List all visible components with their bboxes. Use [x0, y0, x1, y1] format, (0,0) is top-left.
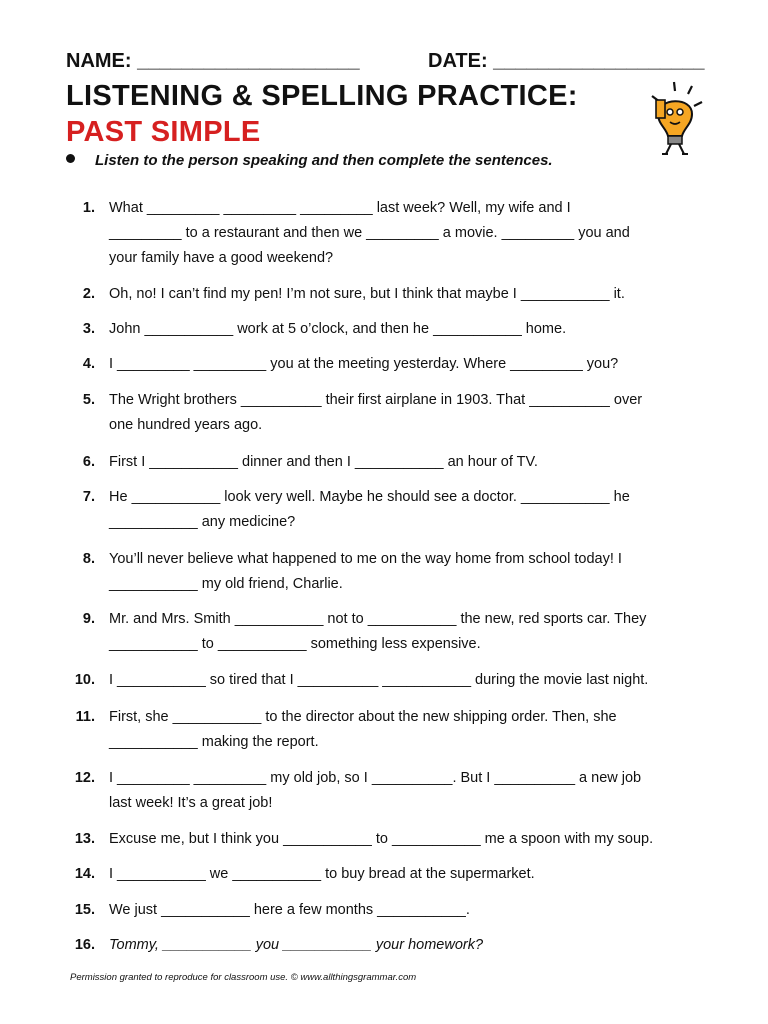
- sentence-line: ___________ making the report.: [109, 734, 319, 750]
- sentence-line: The Wright brothers __________ their first airplane in 1903. That __________ over: [109, 392, 643, 408]
- item-sentence: [109, 450, 706, 475]
- item-number: 10.: [74, 672, 95, 688]
- item-sentence: [109, 862, 706, 887]
- item-number: 13.: [74, 831, 95, 847]
- sentence-line: one hundred years ago.: [109, 417, 263, 433]
- item-sentence: [109, 766, 706, 816]
- item-number: 3.: [82, 321, 95, 337]
- item-number: 5.: [82, 392, 95, 408]
- page-subtitle: PAST SIMPLE: [66, 116, 261, 148]
- sentence-line: I _________ _________ you at the meeting yesterday. Where _________ you?: [109, 356, 619, 372]
- sentence-line: First I ___________ dinner and then I ___________ an hour of TV.: [109, 454, 538, 470]
- item-sentence: [109, 668, 706, 693]
- sentence-line: last week! It’s a great job!: [109, 795, 273, 811]
- sentence-line: Oh, no! I can’t find my pen! I’m not sure, but I think that maybe I ___________ it.: [109, 286, 625, 302]
- item-number: 2.: [82, 286, 95, 302]
- item-number: 15.: [74, 902, 95, 918]
- sentence-line: Tommy, ___________ you ___________ your homework?: [109, 937, 484, 953]
- date-field: DATE: ___________________: [428, 50, 705, 72]
- item-number: 16.: [74, 937, 95, 953]
- sentence-line: Mr. and Mrs. Smith ___________ not to ___________ the new, red sports car. They: [109, 611, 647, 627]
- item-number: 7.: [82, 489, 95, 505]
- sentence-line: We just ___________ here a few months ___________.: [109, 902, 470, 918]
- item-sentence: [109, 388, 706, 438]
- footer-credit: Permission granted to reproduce for classroom use. © www.allthingsgrammar.com: [70, 972, 417, 983]
- sentence-line: ___________ my old friend, Charlie.: [109, 576, 343, 592]
- item-sentence: [109, 282, 706, 307]
- item-number: 1.: [82, 200, 95, 216]
- item-sentence: [109, 607, 706, 657]
- item-number: 11.: [75, 709, 95, 725]
- sentence-line: What _________ _________ _________ last week? Well, my wife and I: [109, 200, 571, 216]
- sentence-line: ___________ to ___________ something less expensive.: [109, 636, 481, 652]
- item-sentence: [109, 898, 706, 923]
- item-sentence: [109, 933, 706, 958]
- sentence-line: You’ll never believe what happened to me on the way home from school today! I: [109, 551, 622, 567]
- bullet-icon: [66, 154, 75, 163]
- name-field: NAME: ____________________: [66, 50, 360, 72]
- item-sentence: [109, 827, 706, 852]
- item-number: 4.: [82, 356, 95, 372]
- item-number: 8.: [82, 551, 95, 567]
- item-number: 12.: [74, 770, 95, 786]
- item-number: 6.: [82, 454, 95, 470]
- item-sentence: [109, 705, 706, 755]
- item-number: 14.: [74, 866, 95, 882]
- item-sentence: [109, 317, 706, 342]
- instruction: [66, 152, 553, 169]
- item-number: 9.: [82, 611, 95, 627]
- sentence-line: He ___________ look very well. Maybe he should see a doctor. ___________ he: [109, 489, 630, 505]
- sentence-line: your family have a good weekend?: [109, 250, 334, 266]
- sentence-line: I ___________ so tired that I __________ ___________ during the movie last night.: [109, 672, 649, 688]
- sentence-line: ___________ any medicine?: [109, 514, 296, 530]
- item-sentence: [109, 547, 706, 597]
- page-title: LISTENING & SPELLING PRACTICE:: [66, 80, 578, 112]
- sentence-line: John ___________ work at 5 o’clock, and then he ___________ home.: [109, 321, 567, 337]
- item-sentence: [109, 352, 706, 377]
- sentence-line: First, she ___________ to the director about the new shipping order. Then, she: [109, 709, 617, 725]
- lightbulb-character-icon: [644, 80, 706, 156]
- item-sentence: [109, 196, 706, 271]
- item-sentence: [109, 485, 706, 535]
- sentence-line: I ___________ we ___________ to buy bread at the supermarket.: [109, 866, 535, 882]
- sentence-line: Excuse me, but I think you ___________ to ___________ me a spoon with my soup.: [109, 831, 654, 847]
- instruction-text: Listen to the person speaking and then complete the sentences.: [95, 152, 553, 169]
- header-row: [66, 50, 706, 78]
- sentence-line: I _________ _________ my old job, so I __________. But I __________ a new job: [109, 770, 642, 786]
- sentence-line: _________ to a restaurant and then we _________ a movie. _________ you and: [109, 225, 630, 241]
